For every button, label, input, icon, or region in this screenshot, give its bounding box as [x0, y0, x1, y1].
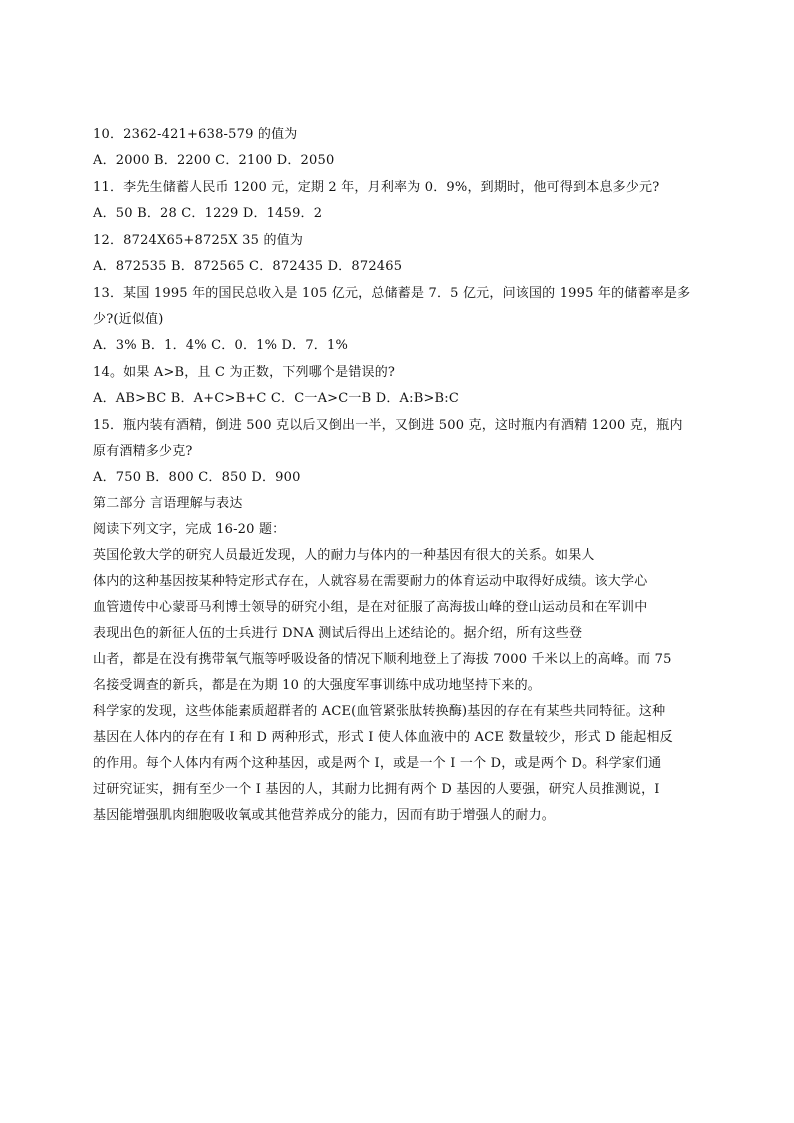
question-13	[93, 283, 703, 357]
question-stem: 11．李先生储蓄人民币 1200 元，定期 2 年，月利率为 0．9%，到期时，他可得到本息多少元?	[93, 180, 660, 195]
passage-line: 的作用。每个人体内有两个这种基因，或是两个 I，或是一个 I 一个 D，或是两个 D。科学家们通	[93, 756, 662, 771]
passage-line: 过研究证实，拥有至少一个 I 基因的人，其耐力比拥有两个 D 基因的人要强，研究人员推测说，I	[93, 782, 660, 797]
question-stem-continued: 原有酒精多少克?	[93, 444, 193, 459]
question-10	[93, 124, 703, 172]
question-11	[93, 177, 703, 225]
question-15	[93, 415, 703, 489]
question-stem: 13．某国 1995 年的国民总收入是 105 亿元，总储蓄是 7．5 亿元，问该国的 1995 年的储蓄率是多	[93, 286, 691, 301]
section-title: 第二部分 言语理解与表达	[93, 496, 243, 511]
passage-line: 表现出色的新征人伍的士兵进行 DNA 测试后得出上述结论的。据介绍，所有这些登	[93, 626, 583, 641]
document-body	[93, 124, 703, 829]
passage-line: 名接受调查的新兵，都是在为期 10 的大强度军事训练中成功地坚持下来的。	[93, 678, 542, 693]
question-stem: 14。如果 A>B，且 C 为正数，下列哪个是错误的?	[93, 365, 396, 380]
question-stem: 12．8724X65+8725X 35 的值为	[93, 233, 304, 248]
reading-passage	[93, 543, 703, 829]
passage-line: 山者，都是在没有携带氧气瓶等呼吸设备的情况下顺利地登上了海拔 7000 千米以上的高峰。而 75	[93, 652, 672, 667]
passage-line: 血管遗传中心蒙哥马利博士领导的研究小组，是在对征服了高海拔山峰的登山运动员和在军训中	[93, 600, 648, 615]
passage-instruction: 阅读下列文字，完成 16-20 题：	[93, 522, 286, 537]
question-stem: 10．2362-421+638-579 的值为	[93, 127, 298, 142]
passage-line: 基因能增强肌肉细胞吸收氧或其他营养成分的能力，因而有助于增强人的耐力。	[93, 808, 556, 823]
question-options: A．AB>BC B．A+C>B+C C．C一A>C一B D．A:B>B:C	[93, 391, 460, 406]
question-options: A．872535 B．872565 C．872435 D．872465	[93, 259, 403, 274]
question-stem: 15．瓶内装有酒精，倒进 500 克以后又倒出一半，又倒进 500 克，这时瓶内有酒精 1200 克，瓶内	[93, 418, 683, 433]
question-14	[93, 362, 703, 410]
question-stem-continued: 少?(近似值)	[93, 312, 164, 327]
passage-line: 科学家的发现，这些体能素质超群者的 ACE(血管紧张肽转换酶)基因的存在有某些共同特征。这种	[93, 704, 666, 719]
question-options: A．3% B．1．4% C．0．1% D．7．1%	[93, 338, 349, 353]
question-options: A．750 B．800 C．850 D．900	[93, 470, 301, 485]
passage-line: 体内的这种基因按某种特定形式存在，人就容易在需要耐力的体育运动中取得好成绩。该大学心	[93, 574, 648, 589]
question-options: A．50 B．28 C．1229 D．1459．2	[93, 206, 323, 221]
passage-line: 英国伦敦大学的研究人员最近发现，人的耐力与体内的一种基因有很大的关系。如果人	[93, 548, 595, 563]
question-options: A．2000 B．2200 C．2100 D．2050	[93, 153, 335, 168]
question-12	[93, 230, 703, 278]
passage-line: 基因在人体内的存在有 I 和 D 两种形式，形式 I 使人体血液中的 ACE 数量较少，形式 D 能起相反	[93, 730, 673, 745]
